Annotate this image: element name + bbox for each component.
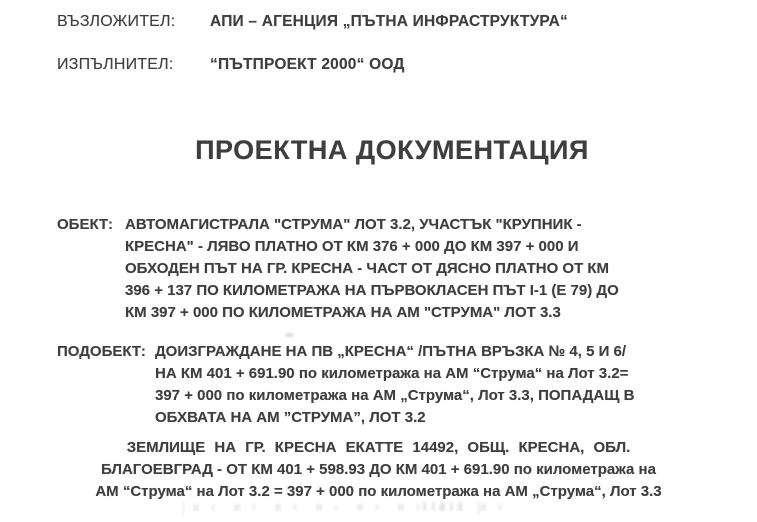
object-line-2: КРЕСНА" - ЛЯВО ПЛАТНО ОТ КМ 376 + 000 ДО КМ 397 + 000 И [125, 238, 579, 255]
client-row [57, 11, 747, 33]
contractor-label: ИЗПЪЛНИТЕЛ: [57, 56, 174, 73]
object-section-text [125, 214, 757, 324]
scan-tick-left [183, 502, 185, 515]
subobject-section-label: ПОДОБЕКТ: [57, 343, 146, 360]
location-paragraph [0, 437, 757, 503]
subobject-line-1: ДОИЗГРАЖДАНЕ НА ПВ „КРЕСНА“ /ПЪТНА ВРЪЗКА № 4, 5 И 6/ [155, 343, 627, 360]
contractor-value: “ПЪТПРОЕКТ 2000“ ООД [210, 56, 405, 73]
location-line-1: ЗЕМЛИЩЕ НА ГР. КРЕСНА ЕКАТТЕ 14492, ОБЩ. КРЕСНА, ОБЛ. [126, 439, 631, 456]
location-line-3: АМ “Струма“ на Лот 3.2 = 397 + 000 по километража на АМ „Струма“, Лот 3.3 [95, 483, 662, 500]
subobject-section-text [155, 341, 757, 429]
object-section [0, 214, 757, 324]
contractor-row [57, 54, 747, 76]
client-label: ВЪЗЛОЖИТЕЛ: [57, 13, 176, 30]
subobject-section [0, 341, 757, 429]
scan-speck [285, 333, 294, 337]
document-title: ПРОЕКТНА ДОКУМЕНТАЦИЯ [195, 135, 589, 165]
location-line-2: БЛАГОЕВГРАД - ОТ КМ 401 + 598.93 ДО КМ 401 + 691.90 по километража на [101, 461, 656, 478]
scan-artifact [183, 500, 633, 518]
scan-smudge [193, 504, 513, 511]
object-line-4: 396 + 137 ПО КИЛОМЕТРАЖА НА ПЪРВОКЛАСЕН ПЪТ I-1 (Е 79) ДО [125, 282, 619, 299]
object-line-1: АВТОМАГИСТРАЛА "СТРУМА" ЛОТ 3.2, УЧАСТЪК "КРУПНИК - [125, 216, 582, 233]
object-line-3: ОБХОДЕН ПЪТ НА ГР. КРЕСНА - ЧАСТ ОТ ДЯСНО ПЛАТНО ОТ КМ [125, 260, 610, 277]
subobject-line-4: ОБХВАТА НА АМ ”СТРУМА”, ЛОТ 3.2 [155, 409, 426, 426]
subobject-line-3: 397 + 000 по километража на АМ „Струма“, Лот 3.3, ПОПАДАЩ В [155, 387, 635, 404]
subobject-line-2: НА КМ 401 + 691.90 по километража на АМ “Струма“ на Лот 3.2= [155, 365, 629, 382]
object-section-label: ОБЕКТ: [57, 216, 113, 233]
scan-smudge-2 [423, 502, 463, 511]
client-value: АПИ – АГЕНЦИЯ „ПЪТНА ИНФРАСТРУКТУРА“ [210, 13, 568, 30]
object-line-5: КМ 397 + 000 ПО КИЛОМЕТРАЖА НА АМ "СТРУМА" ЛОТ 3.3 [125, 304, 561, 321]
